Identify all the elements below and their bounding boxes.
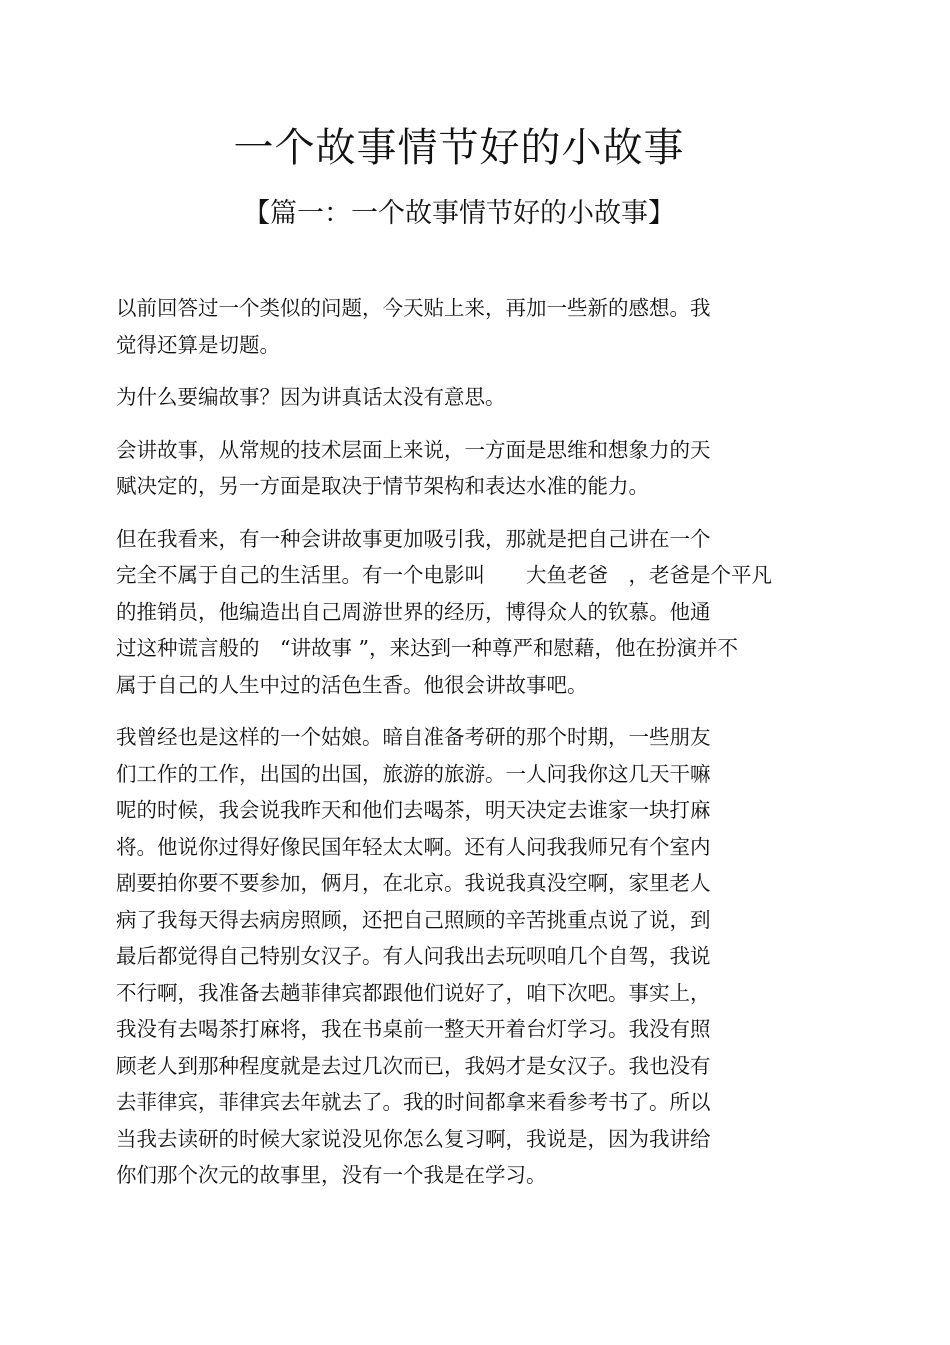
paragraph-line: 的推销员，他编造出自己周游世界的经历，博得众人的钦慕。他通 — [116, 599, 711, 624]
paragraph-line: 们工作的工作，出国的出国，旅游的旅游。一人问我你这几天干嘛 — [116, 761, 711, 786]
paragraph-line: 完全不属于自己的生活里。有一个电影叫 大鱼老爸 ，老爸是个平凡 — [116, 563, 772, 587]
paragraph-line: 不行啊，我准备去趟菲律宾都跟他们说好了，咱下次吧。事实上， — [116, 980, 711, 1005]
paragraph — [116, 379, 836, 416]
paragraph — [116, 719, 836, 1194]
paragraph-line: 呢的时候，我会说我昨天和他们去喝茶，明天决定去谁家一块打麻 — [116, 798, 711, 822]
paragraph-line: 为什么要编故事？因为讲真话太没有意思。 — [116, 385, 506, 409]
paragraph-line: 过这种谎言般的 “讲故事 ”，来达到一种尊严和慰藉，他在扮演并不 — [116, 636, 738, 660]
paragraph-line: 病了我每天得去病房照顾，还把自己照顾的辛苦挑重点说了说，到 — [116, 907, 711, 932]
paragraph-line: 顾老人到那种程度就是去过几次而已，我妈才是女汉子。我也没有 — [116, 1053, 711, 1078]
paragraph-line: 觉得还算是切题。 — [116, 332, 280, 357]
paragraph-line: 以前回答过一个类似的问题，今天贴上来，再加一些新的感想。我 — [116, 296, 711, 320]
document-body — [116, 290, 836, 1210]
paragraph-line: 去菲律宾，菲律宾去年就去了。我的时间都拿来看参考书了。所以 — [116, 1090, 711, 1114]
paragraph-line: 剧要拍你要不要参加，俩月，在北京。我说我真没空啊，家里老人 — [116, 871, 711, 895]
paragraph-line: 我曾经也是这样的一个姑娘。暗自准备考研的那个时期，一些朋友 — [116, 725, 711, 749]
paragraph-line: 将。他说你过得好像民国年轻太太啊。还有人问我我师兄有个室内 — [116, 834, 711, 859]
paragraph-line: 赋决定的，另一方面是取决于情节架构和表达水准的能力。 — [116, 474, 649, 498]
paragraph-line: 属于自己的人生中过的活色生香。他很会讲故事吧。 — [116, 672, 588, 697]
paragraph-line: 你们那个次元的故事里，没有一个我是在学习。 — [116, 1163, 547, 1187]
paragraph-line: 但在我看来，有一种会讲故事更加吸引我，那就是把自己讲在一个 — [116, 526, 711, 551]
paragraph-line: 最后都觉得自己特别女汉子。有人问我出去玩呗咱几个自驾，我说 — [116, 944, 711, 968]
document-title: 一个故事情节好的小故事 — [233, 125, 685, 171]
paragraph — [116, 432, 836, 505]
document-subtitle: 【篇一：一个故事情节好的小故事】 — [243, 198, 675, 229]
paragraph — [116, 290, 836, 363]
paragraph — [116, 521, 836, 704]
paragraph-line: 会讲故事，从常规的技术层面上来说，一方面是思维和想象力的天 — [116, 437, 711, 462]
paragraph-line: 当我去读研的时候大家说没见你怎么复习啊，我说是，因为我讲给 — [116, 1126, 711, 1151]
paragraph-line: 我没有去喝茶打麻将，我在书桌前一整天开着台灯学习。我没有照 — [116, 1017, 711, 1041]
